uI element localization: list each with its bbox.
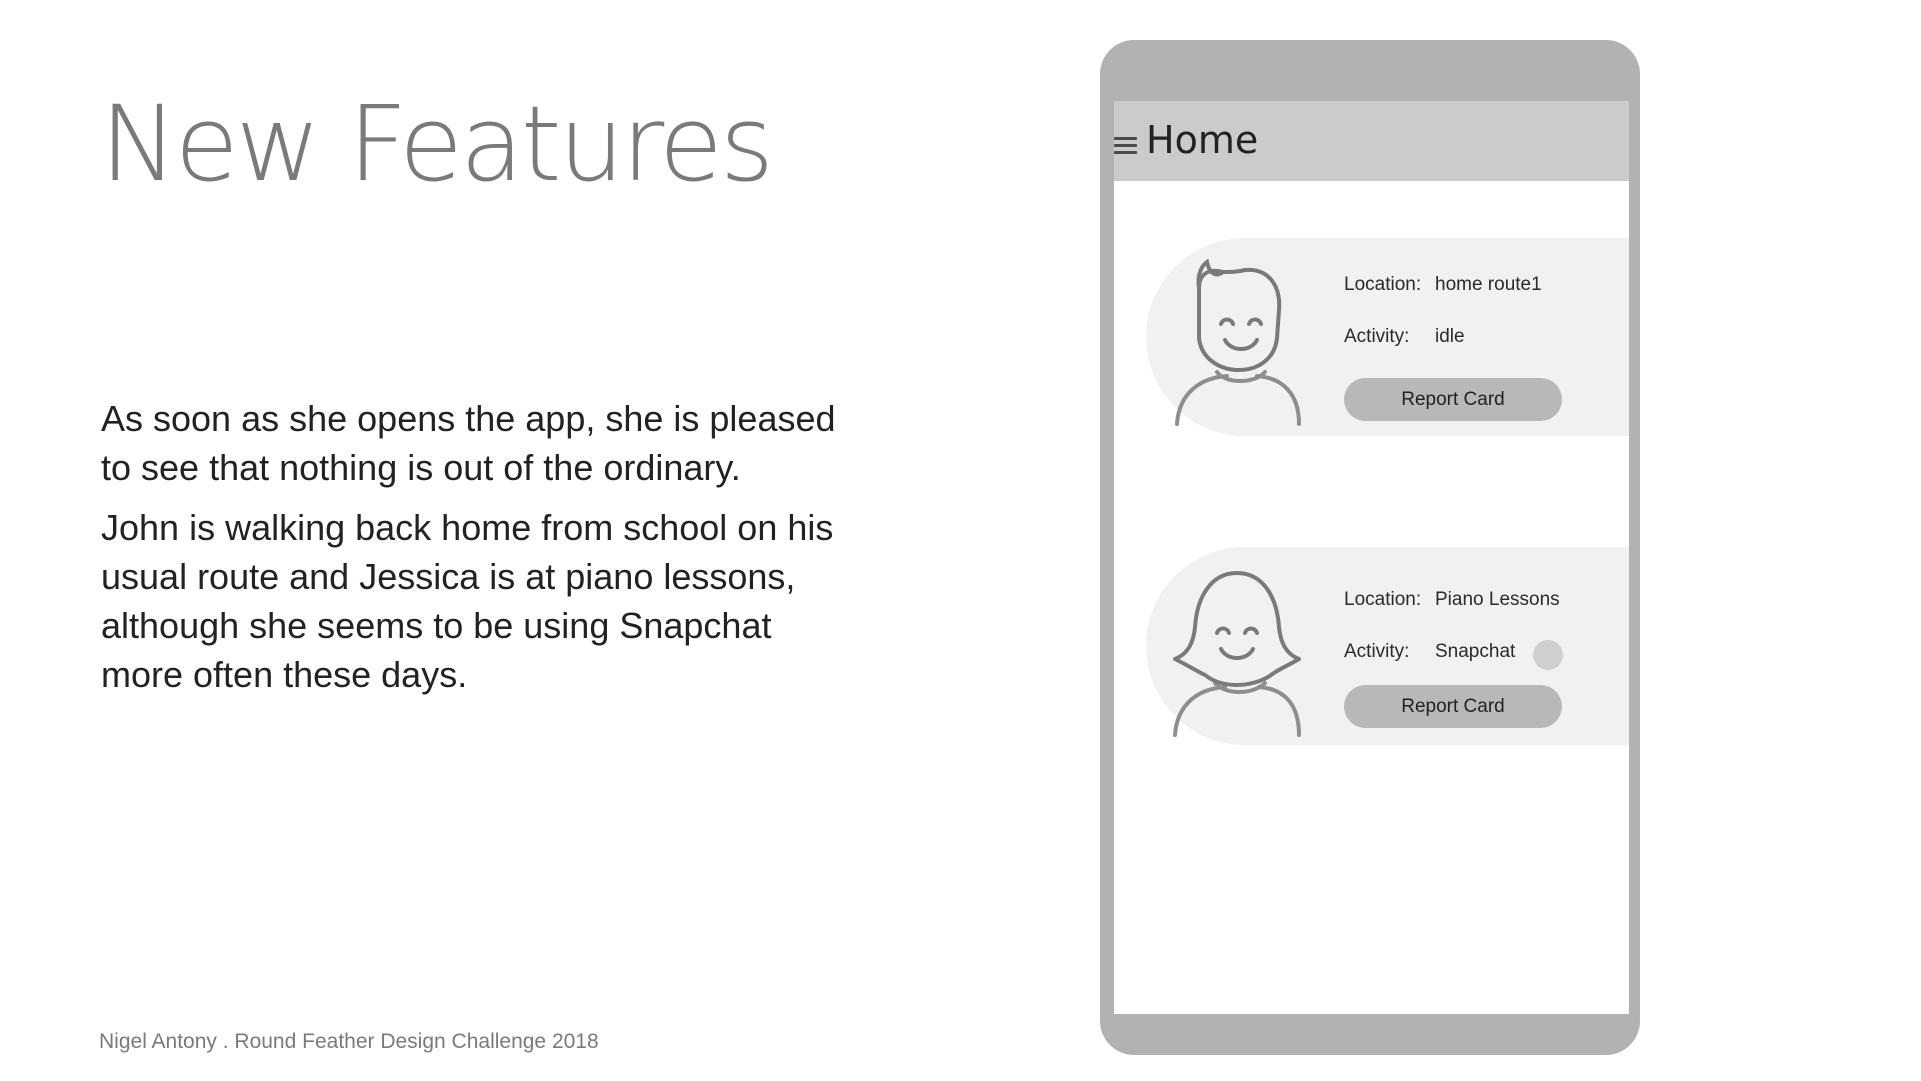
location-value: Piano Lessons: [1435, 589, 1560, 610]
child-card-john[interactable]: [1146, 238, 1629, 436]
boy-avatar-icon: [1171, 258, 1301, 428]
activity-label: Activity:: [1344, 641, 1410, 662]
location-label: Location:: [1344, 274, 1422, 295]
activity-value: idle: [1435, 326, 1465, 347]
report-card-button[interactable]: Report Card: [1344, 685, 1562, 728]
location-value: home route1: [1435, 274, 1542, 295]
status-indicator-dot: [1533, 640, 1563, 670]
slide-body: [101, 394, 861, 710]
slide-footer: Nigel Antony . Round Feather Design Challenge 2018: [99, 1030, 599, 1053]
location-row: [1344, 589, 1560, 611]
hamburger-menu-icon[interactable]: [1114, 137, 1137, 157]
location-row: [1344, 274, 1542, 296]
app-bar: [1114, 101, 1629, 181]
body-paragraph-2: John is walking back home from school on his usual route and Jessica is at piano lessons, although she seems to be using Snapchat more often these days.: [101, 507, 834, 695]
body-paragraph-1: As soon as she opens the app, she is pleased to see that nothing is out of the ordinary.: [101, 398, 836, 488]
activity-row: [1344, 326, 1465, 348]
phone-screen: [1114, 101, 1629, 1014]
girl-avatar-icon: [1171, 567, 1301, 737]
slide-title: New Features: [100, 83, 772, 205]
report-card-button[interactable]: Report Card: [1344, 378, 1562, 421]
child-card-jessica[interactable]: [1146, 547, 1629, 745]
location-label: Location:: [1344, 589, 1422, 610]
phone-mockup: [1100, 40, 1640, 1055]
activity-label: Activity:: [1344, 326, 1410, 347]
activity-value: Snapchat: [1435, 641, 1516, 662]
activity-row: [1344, 641, 1515, 663]
app-bar-title: Home: [1146, 118, 1259, 162]
